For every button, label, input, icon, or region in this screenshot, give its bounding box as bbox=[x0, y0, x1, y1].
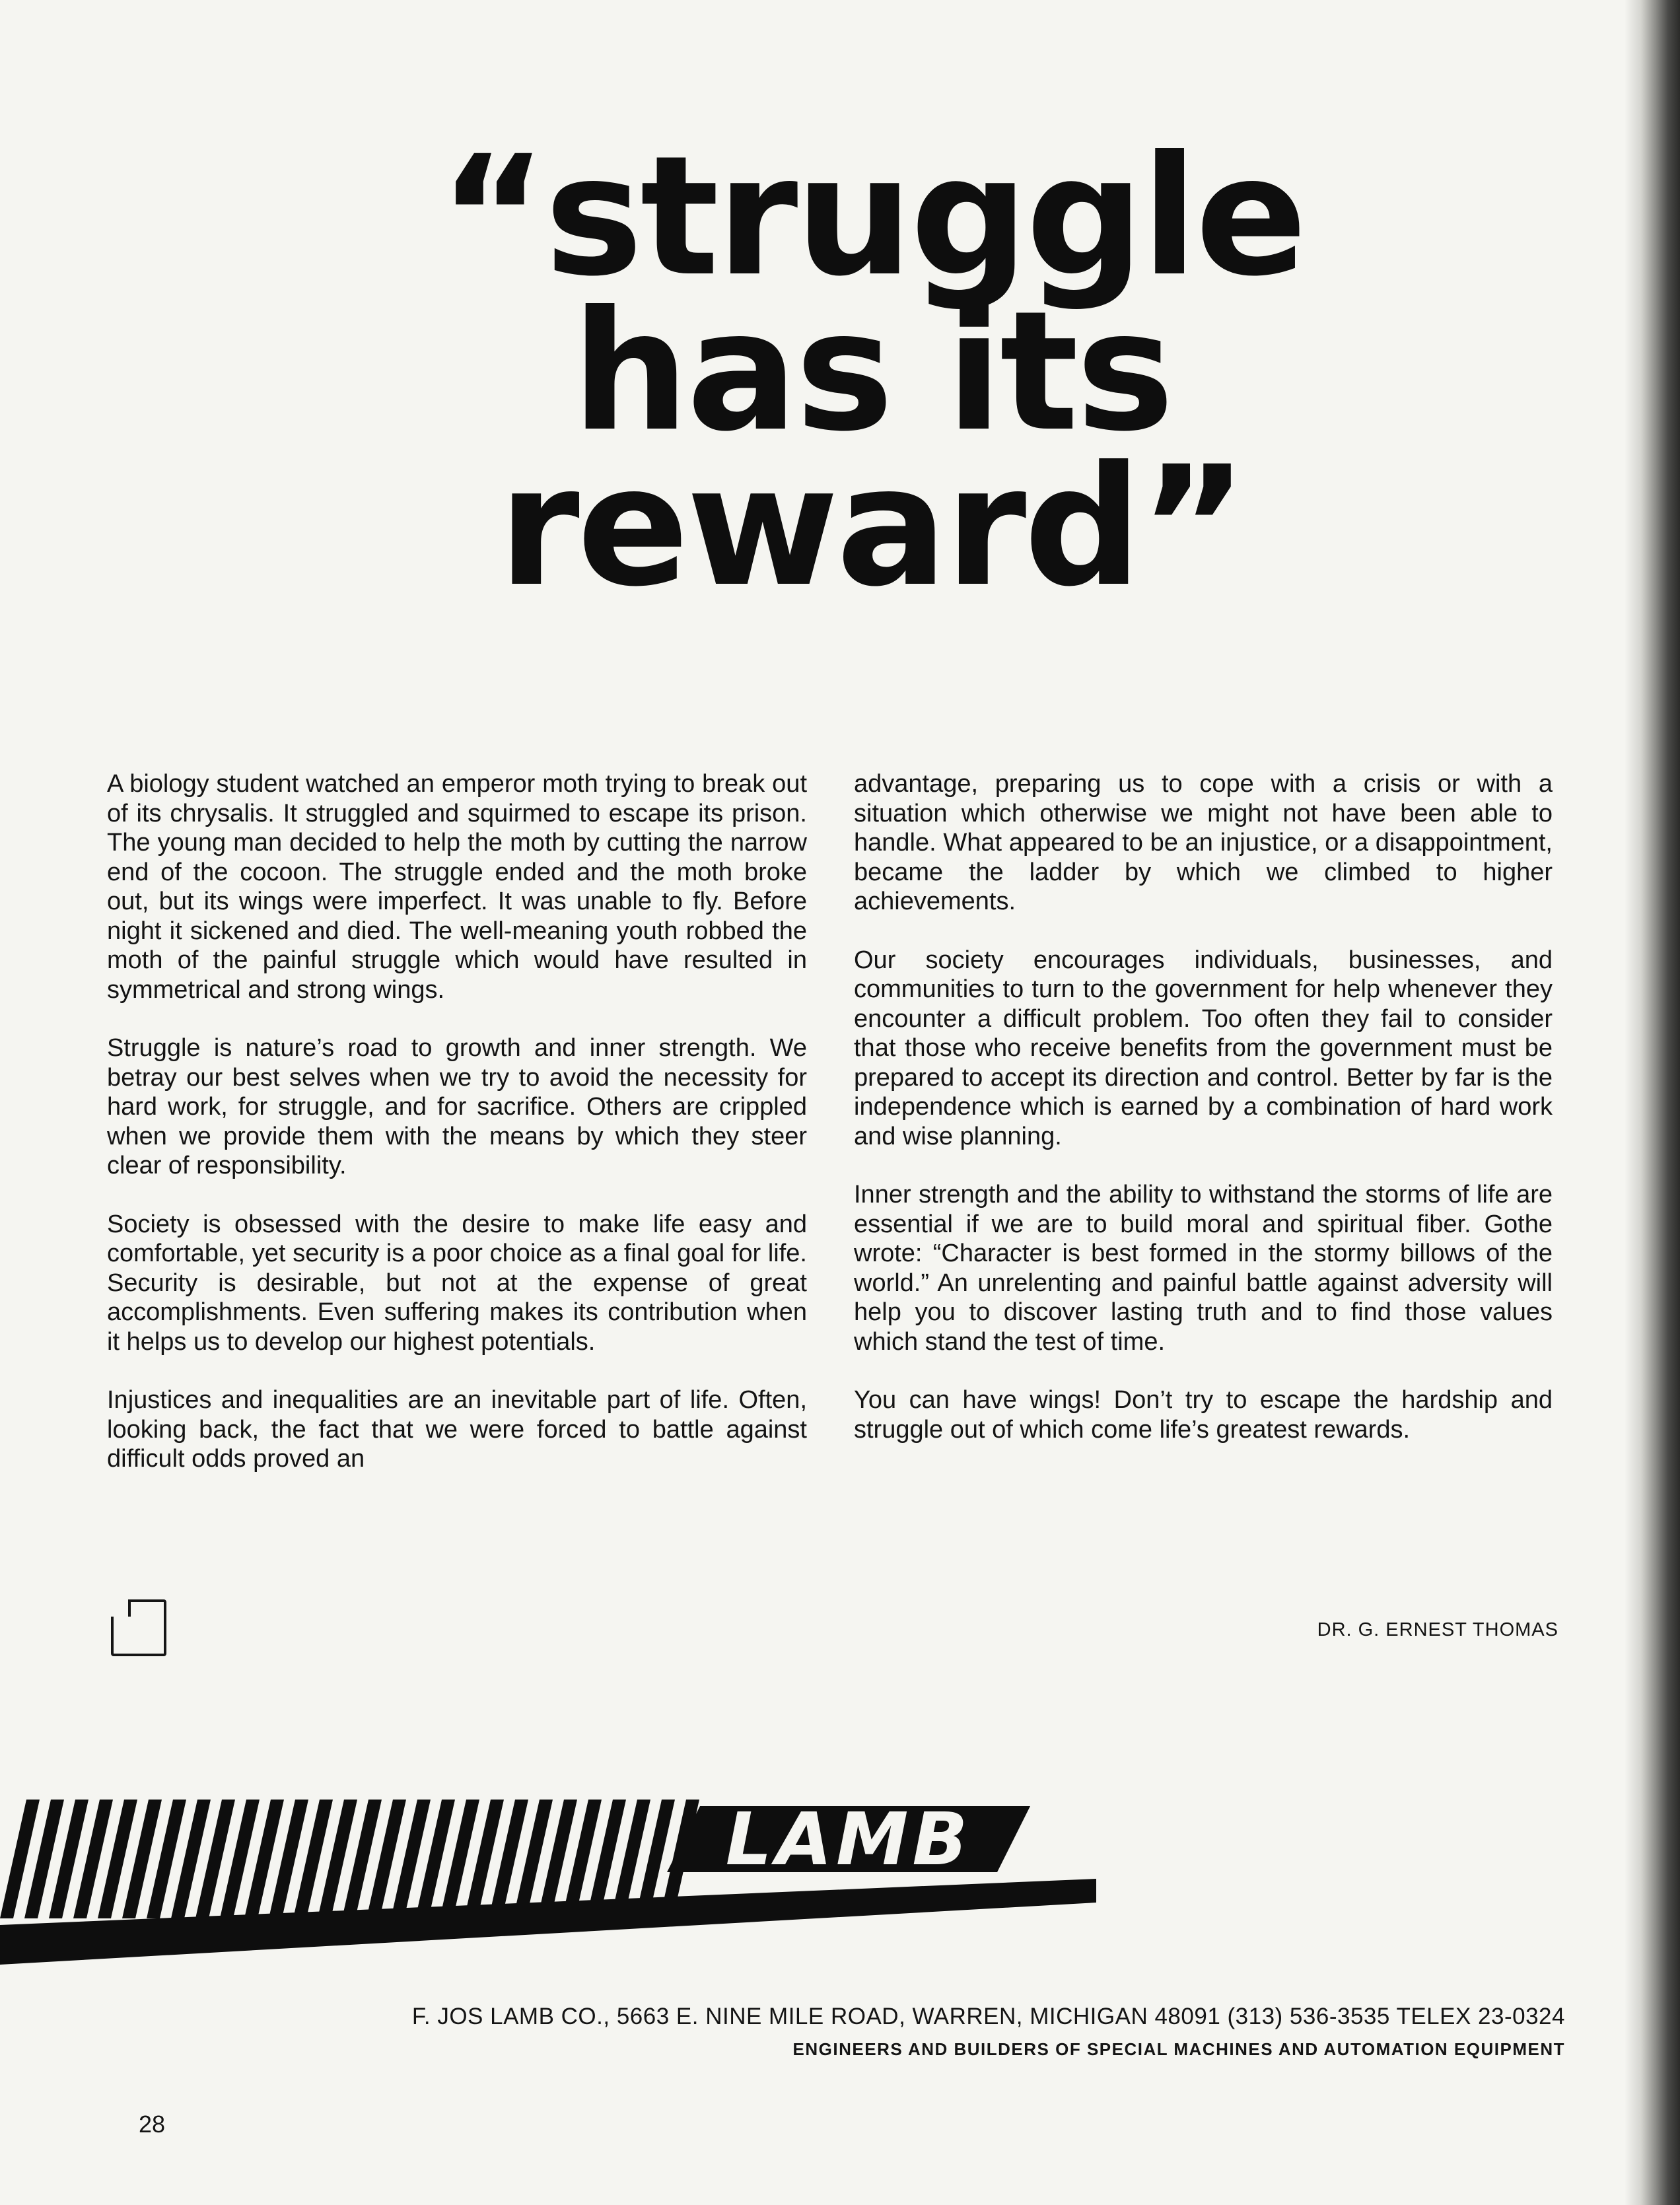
company-tagline: ENGINEERS AND BUILDERS OF SPECIAL MACHINES AND AUTOMATION EQUIPMENT bbox=[792, 2039, 1565, 2059]
article-paragraph: Inner strength and the ability to withstand the storms of life are essential if we are to build moral and spiritual fiber. Gothe wrote: “Character is best formed in the stormy billows of the world.” An unrelenting and painful battle against adversity will help you to discover lasting truth and to find those values which stand the test of time. bbox=[854, 1181, 1553, 1356]
headline-line-1: “struggle bbox=[438, 120, 1305, 312]
article-paragraph: You can have wings! Don’t try to escape the hardship and struggle out of which come life’s greatest rewards. bbox=[854, 1386, 1553, 1444]
article-column-right bbox=[854, 769, 1553, 1473]
lamb-logo bbox=[0, 1786, 1096, 1965]
page-edge-shadow bbox=[1625, 0, 1640, 2205]
article-paragraph: A biology student watched an emperor moth trying to break out of its chrysalis. It struggled and squirmed to escape its prison. The young man decided to help the moth by cutting the narrow end of the cocoon. The struggle ended and the moth broke out, but its wings were imperfect. It was unable to fly. Before night it sickened and died. The well-meaning youth robbed the moth of the painful struggle which would have resulted in symmetrical and strong wings. bbox=[107, 770, 807, 1004]
article-paragraph: Society is obsessed with the desire to make life easy and comfortable, yet security is a poor choice as a final goal for life. Security is desirable, but not at the expense of great accomplishments. Even suffering makes its contribution when it helps us to develop our highest potentials. bbox=[107, 1210, 807, 1356]
article-paragraph: Struggle is nature’s road to growth and inner strength. We betray our best selves when we try to avoid the necessity for hard work, for struggle, and for sacrifice. Others are crippled when we provide them with the means by which they steer clear of responsibility. bbox=[107, 1034, 807, 1179]
end-of-article-box-icon bbox=[111, 1599, 166, 1656]
headline bbox=[277, 120, 1466, 623]
facing-page-edge bbox=[1640, 0, 1680, 2205]
company-address: F. JOS LAMB CO., 5663 E. NINE MILE ROAD, WARREN, MICHIGAN 48091 (313) 536-3535 TELEX 23-0324 bbox=[411, 2004, 1565, 2029]
page-number: 28 bbox=[139, 2111, 166, 2138]
article-paragraph: Injustices and inequalities are an inevitable part of life. Often, looking back, the fact that we were forced to battle against difficult odds proved an bbox=[107, 1386, 807, 1473]
logo-wordmark: LAMB bbox=[725, 1797, 972, 1881]
headline-line-3: reward” bbox=[498, 431, 1245, 623]
article-paragraph: advantage, preparing us to cope with a crisis or with a situation which otherwise we might not have been able to handle. What appeared to be an injustice, or a disappointment, became the ladder by which we climbed to higher achievements. bbox=[854, 770, 1553, 915]
article-author: DR. G. ERNEST THOMAS bbox=[1317, 1619, 1558, 1640]
article-column-left bbox=[107, 769, 807, 1503]
headline-line-2: has its bbox=[571, 275, 1172, 468]
article-paragraph: Our society encourages individuals, businesses, and communities to turn to the government for help whenever they encounter a difficult problem. Too often they fail to consider that those who receive benefits from the government must be prepared to accept its direction and control. Better by far is the independence which is earned by a combination of hard work and wise planning. bbox=[854, 946, 1553, 1150]
